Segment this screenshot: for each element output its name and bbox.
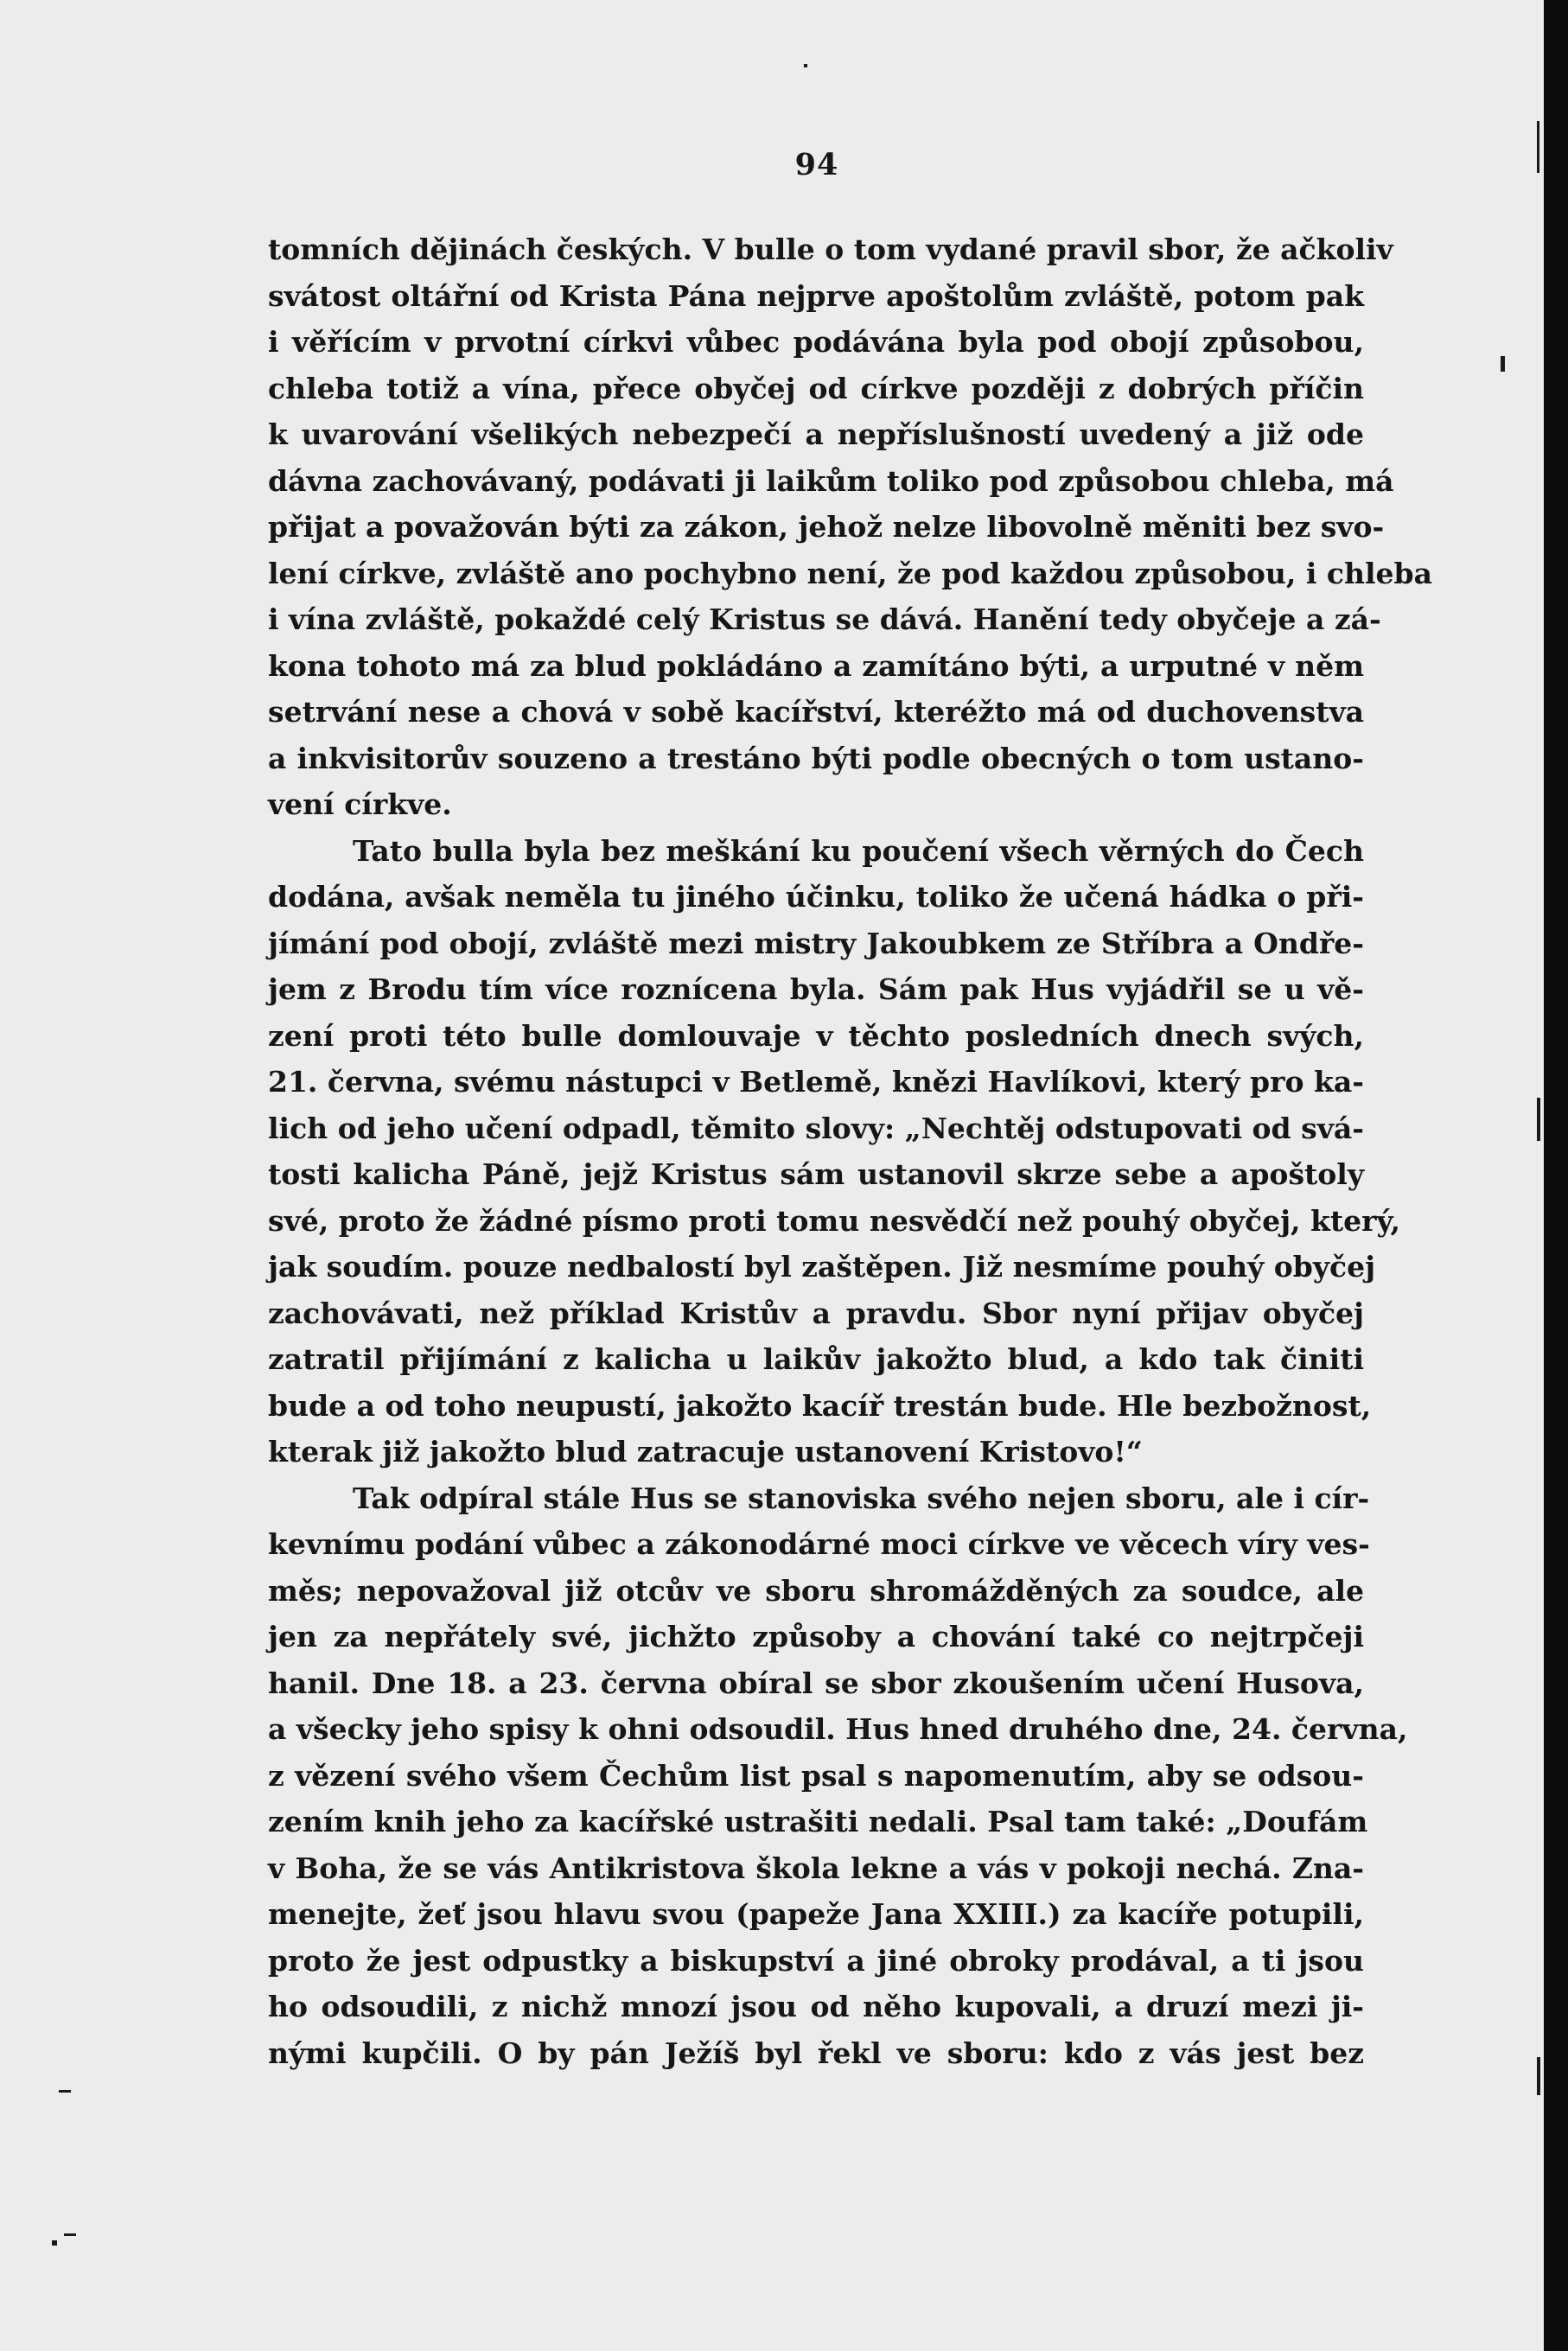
scan-speck [1501,356,1505,372]
text-line: dávna zachovávaný, podávati ji laikům toliko pod způsobou chleba, má [268,463,1394,498]
paragraph-start-line: Tak odpíral stále Hus se stanoviska svého nejen sboru, ale i cír- [353,1481,1370,1515]
text-line: i vína zvláště, pokaždé celý Kristus se dává. Hanění tedy obyčeje a zá- [268,602,1381,636]
text-line: zachovávati, než příklad Kristův a pravdu. Sbor nyní přijav obyčej [268,1296,1364,1330]
scan-speck [1537,1098,1540,1141]
paragraph-end-line: vení církve. [268,787,452,821]
text-line: jem z Brodu tím více roznícena byla. Sám pak Hus vyjádřil se u vě- [268,972,1364,1006]
text-line: své, proto že žádné písmo proti tomu nesvědčí než pouhý obyčej, který, [268,1203,1400,1238]
text-line: měs; nepovažoval již otcův ve sboru shromážděných za soudce, ale [268,1573,1364,1608]
page-number: 94 [794,147,839,182]
text-line: tosti kalicha Páně, jejž Kristus sám ustanovil skrze sebe a apoštoly [268,1157,1364,1191]
text-line: kona tohoto má za blud pokládáno a zamítáno býti, a urputné v něm [268,648,1364,683]
text-line: chleba totiž a vína, přece obyčej od církve později z dobrých příčin [268,371,1364,405]
text-line: svátost oltářní od Krista Pána nejprve apoštolům zvláště, potom pak [268,278,1364,313]
scan-speck [1537,2057,1540,2095]
text-line: a všecky jeho spisy k ohni odsoudil. Hus hned druhého dne, 24. června, [268,1712,1408,1746]
text-line: lich od jeho učení odpadl, těmito slovy: „Nechtěj odstupovati od svá- [268,1111,1364,1145]
text-line: ho odsoudili, z nichž mnozí jsou od něho kupovali, a druzí mezi ji- [268,1990,1364,2023]
text-line: zením knih jeho za kacířské ustrašiti nedali. Psal tam také: „Doufám [268,1805,1368,1838]
text-line: lení církve, zvláště ano pochybno není, že pod každou způsobou, i chleba [268,556,1432,590]
text-line: v Boha, že se vás Antikristova škola lekne a vás v pokoji nechá. Zna- [268,1851,1364,1885]
scan-speck [52,2240,57,2246]
text-line: menejte, žeť jsou hlavu svou (papeže Jana XXIII.) za kacíře potupili, [268,1897,1364,1931]
text-line: a inkvisitorův souzeno a trestáno býti podle obecných o tom ustano- [268,741,1364,775]
paragraph-end-line: kterak již jakožto blud zatracuje ustanovení Kristovo!“ [268,1435,1143,1469]
text-line: 21. června, svému nástupci v Betlemě, knězi Havlíkovi, který pro ka- [268,1065,1364,1099]
scan-speck [1537,121,1539,173]
text-line: k uvarování všelikých nebezpečí a nepříslušností uvedený a již ode [268,417,1364,451]
text-line: přijat a považován býti za zákon, jehož nelze libovolně měniti bez svo- [268,510,1385,544]
text-line: dodána, avšak neměla tu jiného účinku, toliko že učená hádka o při- [268,880,1364,914]
text-line: bude a od toho neupustí, jakožto kacíř trestán bude. Hle bezbožnost, [268,1388,1372,1423]
text-line: proto že jest odpustky a biskupství a jiné obroky prodával, a ti jsou [268,1943,1364,1978]
text-line: zení proti této bulle domlouvaje v těchto posledních dnech svých, [268,1018,1364,1053]
text-line: z vězení svého všem Čechům list psal s napomenutím, aby se odsou- [268,1758,1364,1793]
text-line: jak soudím. pouze nedbalostí byl zaštěpen. Již nesmíme pouhý obyčej [268,1250,1376,1284]
body-text [268,226,1432,2076]
text-line: tomních dějinách českých. V bulle o tom vydané pravil sbor, že ačkoliv [268,233,1393,266]
scan-speck [804,64,807,67]
text-line: nými kupčili. O by pán Ježíš byl řekl ve sboru: kdo z vás jest bez [268,2036,1364,2070]
text-line: hanil. Dne 18. a 23. června obíral se sbor zkoušením učení Husova, [268,1666,1364,1700]
scan-speck [59,2090,71,2093]
text-line: setrvání nese a chová v sobě kacířství, kteréžto má od duchovenstva [268,695,1364,729]
scan-speck [64,2233,76,2236]
text-line: i věřícím v prvotní církvi vůbec podávána byla pod obojí způsobou, [268,325,1364,359]
paragraph-start-line: Tato bulla byla bez meškání ku poučení všech věrných do Čech [353,833,1364,868]
text-line: zatratil přijímání z kalicha u laikův jakožto blud, a kdo tak činiti [268,1342,1364,1376]
text-line: jímání pod obojí, zvláště mezi mistry Jakoubkem ze Stříbra a Ondře- [268,926,1364,960]
text-line: jen za nepřátely své, jichžto způsoby a chování také co nejtrpčeji [268,1620,1364,1653]
text-line: kevnímu podání vůbec a zákonodárné moci církve ve věcech víry ves- [268,1527,1370,1561]
